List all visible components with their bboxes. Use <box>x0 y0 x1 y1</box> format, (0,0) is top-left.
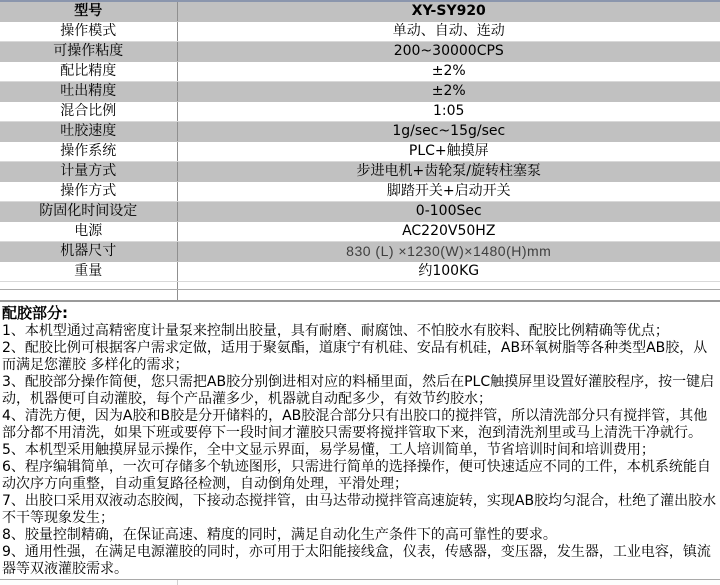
note-item-5: 5、本机型采用触摸屏显示操作，全中文显示界面，易学易懂，工人培训简单，节省培训时间和培训费用； <box>2 442 655 458</box>
glue-section-heading: 配胶部分: <box>2 304 68 322</box>
spec-row-anticure-time <box>0 202 720 222</box>
spec-label: 操作方式 <box>0 182 177 202</box>
glue-section <box>0 302 720 578</box>
spec-row-mix-ratio <box>0 102 720 122</box>
spec-label: 计量方式 <box>0 162 177 182</box>
spec-label: 吐胶速度 <box>0 122 177 142</box>
spec-label: 电源 <box>0 222 177 242</box>
spec-row-weight <box>0 262 720 282</box>
note-item-3: 3、配胶部分操作简便，您只需把AB胶分别倒进相对应的料桶里面，然后在PLC触摸屏里设置好灌胶程序，按一键启动，机器便可自动灌胶，每个产品灌多少，机器就自动配多少，有效节约胶水； <box>2 374 715 407</box>
spec-value: PLC+触摸屏 <box>177 142 720 162</box>
spec-label: 防固化时间设定 <box>0 202 177 222</box>
spec-label: 吐出精度 <box>0 82 177 102</box>
spec-value: 脚踏开关+启动开关 <box>177 182 720 202</box>
spec-row-dispense-accuracy <box>0 82 720 102</box>
note-item-2: 2、配胶比例可根据客户需求定做，适用于聚氨酯，道康宁有机硅、安品有机硅，AB环氧树脂等各种类型AB胶，从而满足您灌胶 多样化的需求； <box>2 340 708 373</box>
spec-row-ratio-accuracy <box>0 62 720 82</box>
spec-row-viscosity <box>0 42 720 62</box>
spec-value: 830 (L) ×1230(W)×1480(H)mm <box>177 242 720 262</box>
spec-label: 机器尺寸 <box>0 242 177 262</box>
spec-row-dispense-speed <box>0 122 720 142</box>
spec-row-power <box>0 222 720 242</box>
spec-row-os <box>0 142 720 162</box>
spec-value: ±2% <box>177 62 720 82</box>
spec-row-model <box>0 1 720 22</box>
note-item-7: 7、出胶口采用双液动态胶阀，下接动态搅拌管，由马达带动搅拌管高速旋转，实现AB胶均匀混合，杜绝了灌出胶水不干等现象发生； <box>2 493 717 526</box>
spec-empty-row <box>0 290 720 302</box>
spec-label: 型号 <box>0 1 177 22</box>
note-item-6: 6、程序编辑简单，一次可存储多个轨迹图形，只需进行简单的选择操作，便可快速适应不同的工件，本机系统能自动次序方向重整，自动重复路径检测，自动倒角处理，平滑处理； <box>2 459 711 492</box>
note-item-8: 8、胶量控制精确，在保证高速、精度的同时，满足自动化生产条件下的高可靠性的要求。 <box>2 527 557 543</box>
note-item-9: 9、通用性强，在满足电源灌胶的同时，亦可用于太阳能接线盒，仪表，传感器，变压器，发生器，工业电容，镇流器等双液灌胶需求。 <box>2 544 711 577</box>
spec-value: AC220V50HZ <box>177 222 720 242</box>
spec-empty-row <box>0 282 720 290</box>
spec-value: 步进电机+齿轮泵/旋转柱塞泵 <box>177 162 720 182</box>
spec-label: 操作模式 <box>0 22 177 42</box>
spec-row-metering <box>0 162 720 182</box>
spec-row-machine-size <box>0 242 720 262</box>
spec-label: 可操作粘度 <box>0 42 177 62</box>
spec-row-operation-mode <box>0 22 720 42</box>
spec-value: 200~30000CPS <box>177 42 720 62</box>
spec-label: 操作系统 <box>0 142 177 162</box>
spec-value: 1g/sec~15g/sec <box>177 122 720 142</box>
note-item-4: 4、清洗方便，因为A胶和B胶是分开储料的，AB胶混合部分只有出胶口的搅拌管，所以清洗部分只有搅拌管，其他部分都不用清洗，如果下班或要停下一段时间才灌胶只需要将搅拌管取下来，泡到清洗剂里或马上清洗干净就行。 <box>2 408 708 441</box>
note-item-1: 1、本机型通过高精密度计量泵来控制出胶量，具有耐磨、耐腐蚀、不怕胶水有胶料、配胶比例精确等优点； <box>2 323 669 339</box>
spec-value: 单动、自动、连动 <box>177 22 720 42</box>
spec-row-operation-method <box>0 182 720 202</box>
spec-label: 重量 <box>0 262 177 282</box>
spec-label: 混合比例 <box>0 102 177 122</box>
spec-value: ±2% <box>177 82 720 102</box>
spec-value: 1:05 <box>177 102 720 122</box>
spec-value: 约100KG <box>177 262 720 282</box>
next-table-top-edge <box>0 579 720 585</box>
spec-label: 配比精度 <box>0 62 177 82</box>
next-table-column-divider <box>177 580 178 585</box>
spec-value: XY-SY920 <box>177 1 720 22</box>
spec-value: 0-100Sec <box>177 202 720 222</box>
